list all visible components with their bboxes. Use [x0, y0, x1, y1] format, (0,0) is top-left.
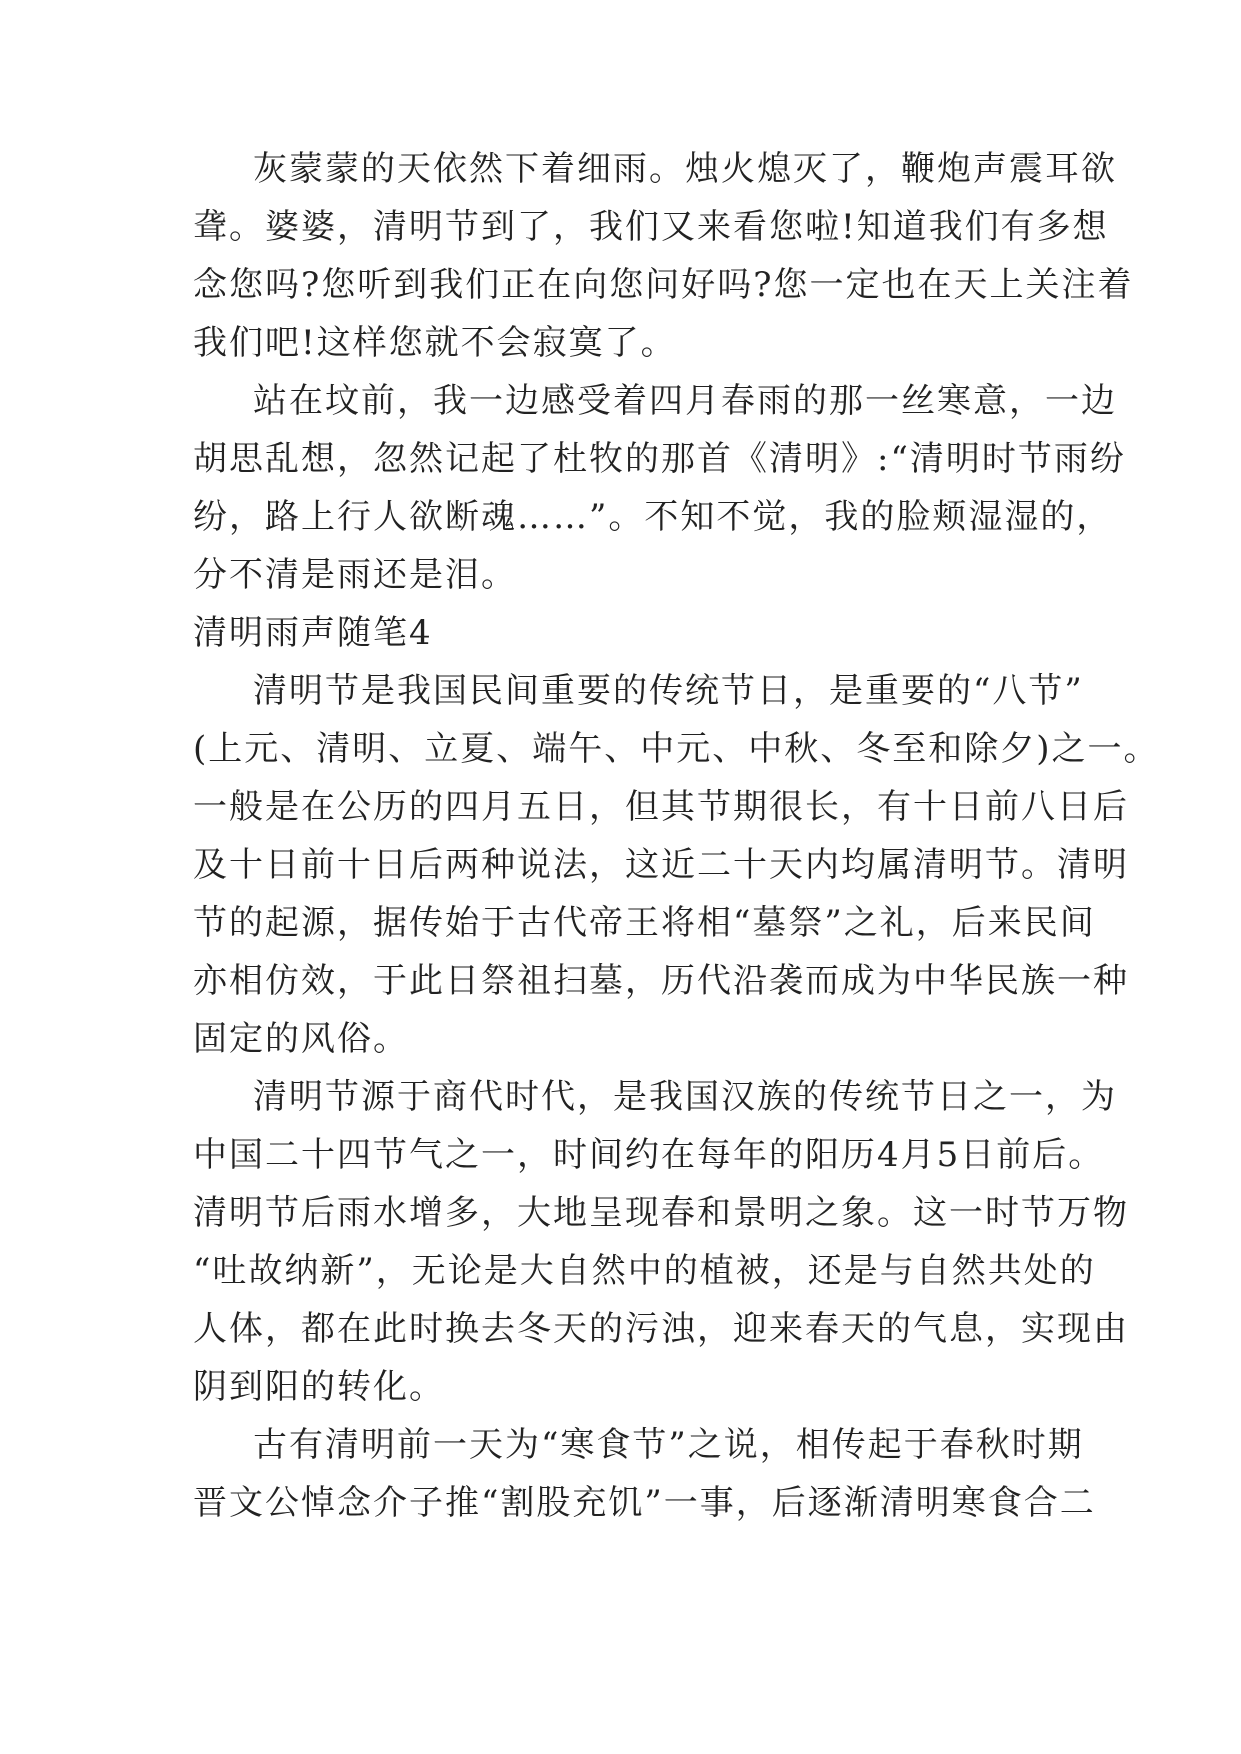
text-line: 胡思乱想，忽然记起了杜牧的那首《清明》:“清明时节雨纷: [193, 439, 1126, 479]
text-line: 清明节源于商代时代，是我国汉族的传统节日之一，为: [253, 1077, 1117, 1117]
text-line: 亦相仿效，于此日祭祖扫墓，历代沿袭而成为中华民族一种: [193, 961, 1129, 1001]
text-line: 中国二十四节气之一，时间约在每年的阳历4月5日前后。: [193, 1135, 1105, 1175]
text-line: 聋。婆婆，清明节到了，我们又来看您啦!知道我们有多想: [193, 207, 1109, 247]
text-line: 一般是在公历的四月五日，但其节期很长，有十日前八日后: [193, 787, 1129, 827]
text-line: 晋文公悼念介子推“割股充饥”一事，后逐渐清明寒食合二: [193, 1483, 1096, 1523]
text-line: 站在坟前，我一边感受着四月春雨的那一丝寒意，一边: [253, 381, 1117, 421]
text-line: 阴到阳的转化。: [193, 1367, 445, 1407]
text-line: 人体，都在此时换去冬天的污浊，迎来春天的气息，实现由: [193, 1309, 1129, 1349]
text-line: 清明节是我国民间重要的传统节日，是重要的“八节”: [253, 671, 1084, 711]
text-line: (上元、清明、立夏、端午、中元、中秋、冬至和除夕)之一。: [193, 729, 1160, 769]
text-line: 纷，路上行人欲断魂……”。不知不觉，我的脸颊湿湿的，: [193, 497, 1113, 537]
text-line: 念您吗?您听到我们正在向您问好吗?您一定也在天上关注着: [193, 265, 1134, 305]
text-line: 固定的风俗。: [193, 1019, 409, 1059]
text-line: 古有清明前一天为“寒食节”之说，相传起于春秋时期: [253, 1425, 1084, 1465]
text-line: 分不清是雨还是泪。: [193, 555, 517, 595]
text-line: 灰蒙蒙的天依然下着细雨。烛火熄灭了，鞭炮声震耳欲: [253, 149, 1117, 189]
text-line: “吐故纳新”，无论是大自然中的植被，还是与自然共处的: [193, 1251, 1096, 1291]
section-heading: 清明雨声随笔4: [193, 613, 433, 653]
text-line: 我们吧!这样您就不会寂寞了。: [193, 323, 677, 363]
text-line: 节的起源，据传始于古代帝王将相“墓祭”之礼，后来民间: [193, 903, 1096, 943]
text-line: 及十日前十日后两种说法，这近二十天内均属清明节。清明: [193, 845, 1129, 885]
text-line: 清明节后雨水增多，大地呈现春和景明之象。这一时节万物: [193, 1193, 1129, 1233]
